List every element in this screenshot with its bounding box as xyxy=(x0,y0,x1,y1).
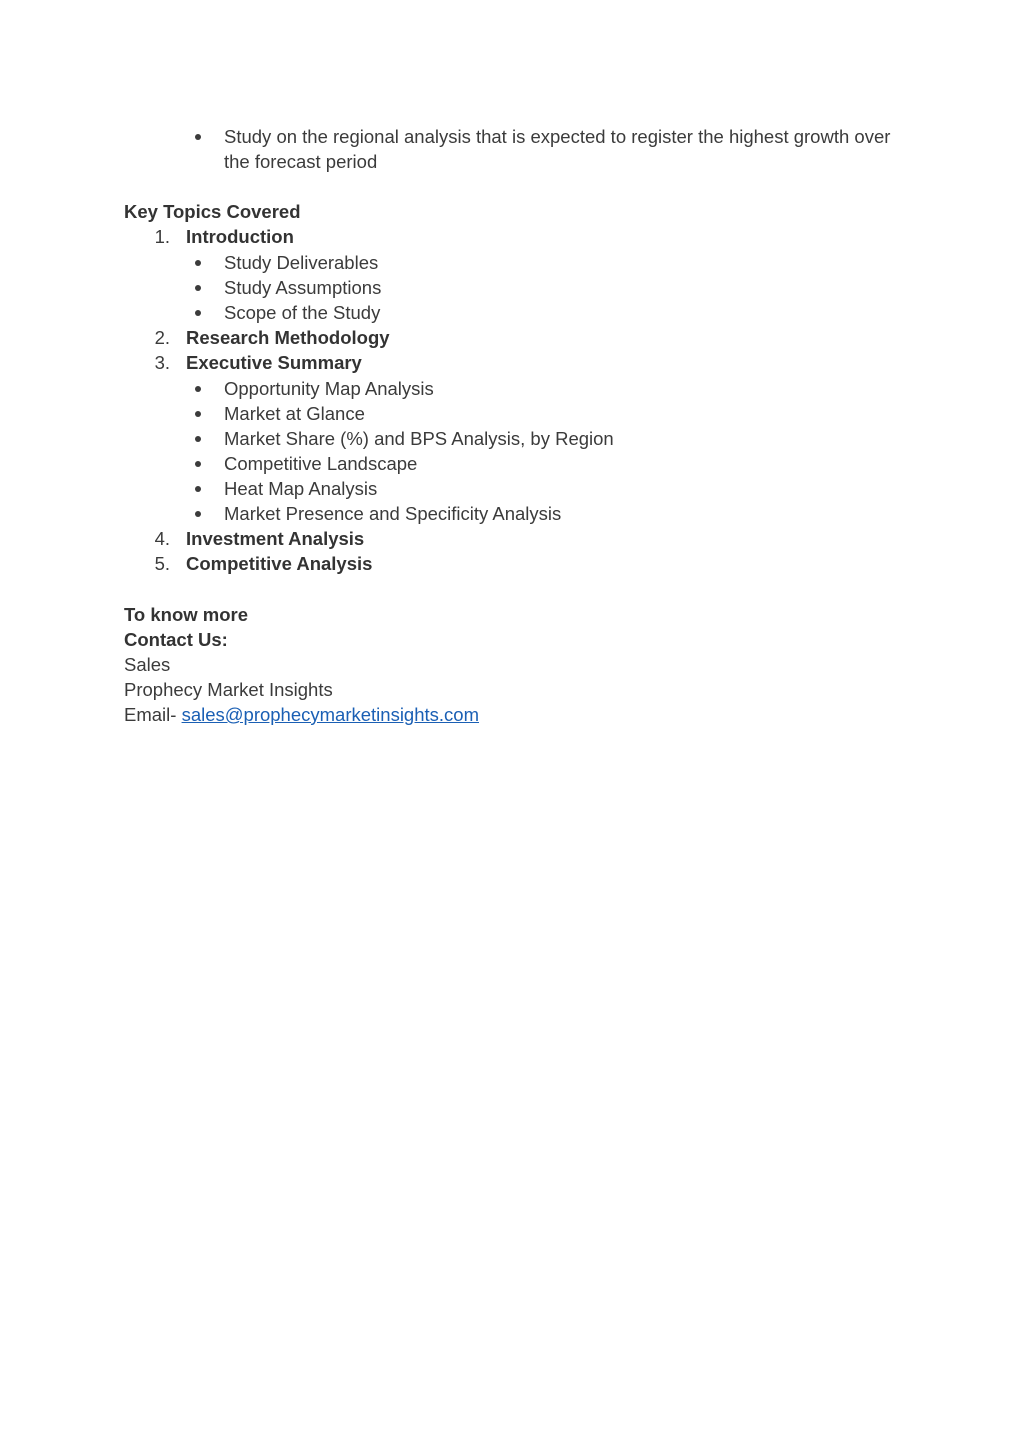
subtopic-item: Study Assumptions xyxy=(224,277,382,298)
topic-title-executive-summary: Executive Summary xyxy=(186,352,362,373)
subtopic-item: Heat Map Analysis xyxy=(224,478,378,499)
contact-us-heading: Contact Us: xyxy=(124,629,228,650)
bullet-icon xyxy=(195,486,201,492)
contact-company: Prophecy Market Insights xyxy=(124,679,333,700)
email-link[interactable]: sales@prophecymarketinsights.com xyxy=(181,704,479,725)
intro-bullet-line-2: the forecast period xyxy=(224,151,378,172)
list-number: 2. xyxy=(154,327,170,348)
bullet-icon xyxy=(195,436,201,442)
subtopic-item: Competitive Landscape xyxy=(224,453,418,474)
topic-title-competitive-analysis: Competitive Analysis xyxy=(186,553,373,574)
subtopic-item: Market Share (%) and BPS Analysis, by Region xyxy=(224,428,614,449)
list-number: 3. xyxy=(154,352,170,373)
topic-title-introduction: Introduction xyxy=(186,226,294,247)
to-know-more-heading: To know more xyxy=(124,604,249,625)
bullet-icon xyxy=(195,285,201,291)
subtopic-item: Study Deliverables xyxy=(224,252,379,273)
bullet-icon xyxy=(195,134,201,140)
bullet-icon xyxy=(195,310,201,316)
bullet-icon xyxy=(195,511,201,517)
contact-email-row xyxy=(124,702,479,727)
bullet-icon xyxy=(195,411,201,417)
key-topics-heading: Key Topics Covered xyxy=(124,201,301,222)
list-number: 1. xyxy=(154,226,170,247)
email-label: Email- xyxy=(124,704,182,725)
subtopic-item: Opportunity Map Analysis xyxy=(224,378,434,399)
subtopic-item: Market at Glance xyxy=(224,403,365,424)
intro-bullet-line-1: Study on the regional analysis that is expected to register the highest growth over xyxy=(224,126,891,147)
contact-department: Sales xyxy=(124,654,171,675)
topic-title-investment-analysis: Investment Analysis xyxy=(186,528,365,549)
topic-title-research-methodology: Research Methodology xyxy=(186,327,390,348)
bullet-icon xyxy=(195,461,201,467)
bullet-icon xyxy=(195,386,201,392)
list-number: 4. xyxy=(154,528,170,549)
subtopic-item: Market Presence and Specificity Analysis xyxy=(224,503,562,524)
subtopic-item: Scope of the Study xyxy=(224,302,381,323)
list-number: 5. xyxy=(154,553,170,574)
bullet-icon xyxy=(195,260,201,266)
